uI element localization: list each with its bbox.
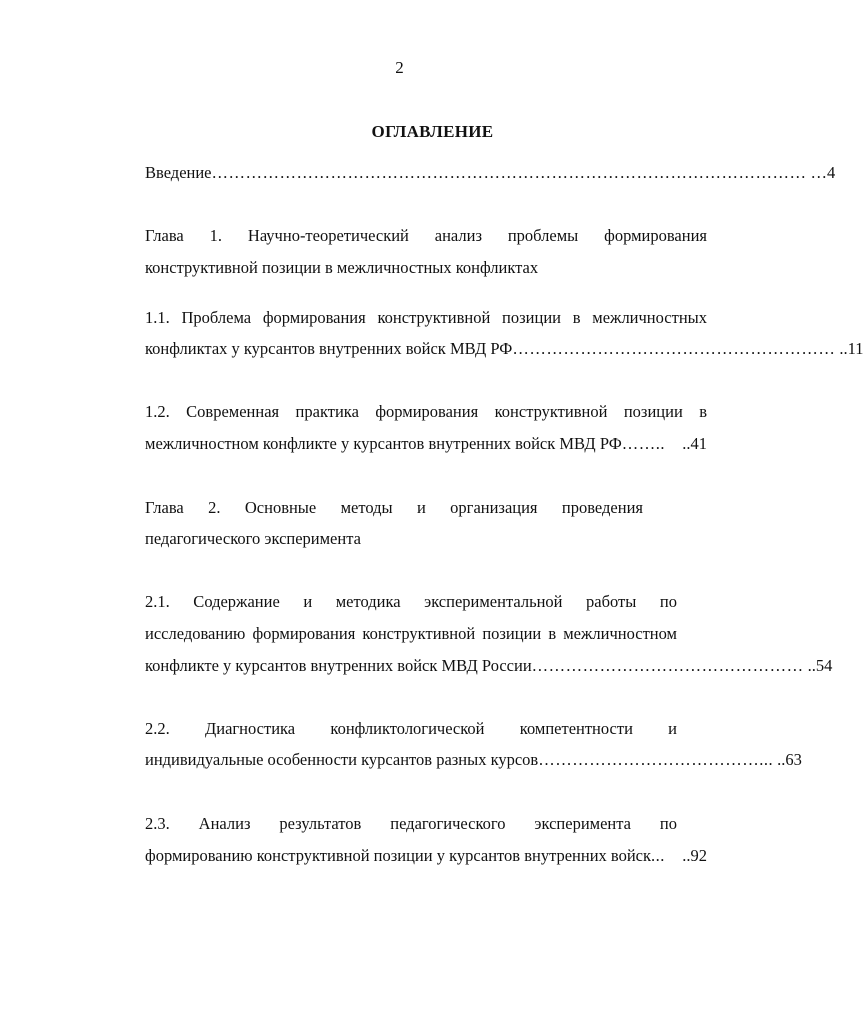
entry-page: ..92 xyxy=(682,846,707,865)
entry-page: ..41 xyxy=(682,434,707,453)
toc-section-2-1-line1: 2.1. Содержание и методика экспериментальной работы по xyxy=(145,592,677,611)
entry-text: конфликте у курсантов внутренних войск МВД России xyxy=(145,656,532,675)
toc-chapter-2-line2: педагогического эксперимента xyxy=(145,529,361,548)
entry-page: …4 xyxy=(810,163,836,182)
toc-entry-intro xyxy=(145,163,836,183)
entry-text: Введение xyxy=(145,163,212,182)
entry-text: индивидуальные особенности курсантов разных курсов xyxy=(145,750,539,769)
entry-page: ..11 xyxy=(839,339,864,358)
toc-section-2-1-line3 xyxy=(145,656,833,676)
page-number: 2 xyxy=(395,58,404,77)
dot-leader: ………………………………………………… xyxy=(512,339,836,358)
toc-section-2-3-line1: 2.3. Анализ результатов педагогического эксперимента по xyxy=(145,814,677,833)
entry-page: ..63 xyxy=(777,750,802,769)
dot-leader: …………………………………………………………………………………………… xyxy=(211,163,807,182)
toc-section-2-1-line2: исследованию формирования конструктивной позиции в межличностном xyxy=(145,624,677,643)
toc-chapter-1-line2: конструктивной позиции в межличностных конфликтах xyxy=(145,258,539,277)
toc-section-1-1-line2 xyxy=(145,339,864,359)
toc-section-1-1-line1: 1.1. Проблема формирования конструктивной позиции в межличностных xyxy=(145,308,707,327)
toc-section-2-2-line2 xyxy=(145,750,802,770)
dot-leader: ... xyxy=(651,846,665,865)
toc-section-2-2-line1: 2.2. Диагностика конфликтологической компетентности и xyxy=(145,719,677,738)
entry-page: ..54 xyxy=(807,656,833,675)
entry-text: формированию конструктивной позиции у курсантов внутренних войск xyxy=(145,846,652,865)
toc-chapter-1-line1: Глава 1. Научно-теоретический анализ проблемы формирования xyxy=(145,226,707,245)
dot-leader: …………………………………... xyxy=(538,750,774,769)
toc-chapter-2-line1: Глава 2. Основные методы и организация проведения xyxy=(145,498,643,517)
toc-title: ОГЛАВЛЕНИЕ xyxy=(371,122,494,141)
toc-section-1-2-line1: 1.2. Современная практика формирования конструктивной позиции в xyxy=(145,402,707,421)
dot-leader: …….. xyxy=(621,434,665,453)
toc-section-2-3-line2 xyxy=(145,846,707,866)
dot-leader: ………………………………………… xyxy=(531,656,804,675)
entry-text: межличностном конфликте у курсантов внутренних войск МВД РФ xyxy=(145,434,622,453)
entry-text: конфликтах у курсантов внутренних войск МВД РФ xyxy=(145,339,513,358)
toc-section-1-2-line2 xyxy=(145,434,707,454)
